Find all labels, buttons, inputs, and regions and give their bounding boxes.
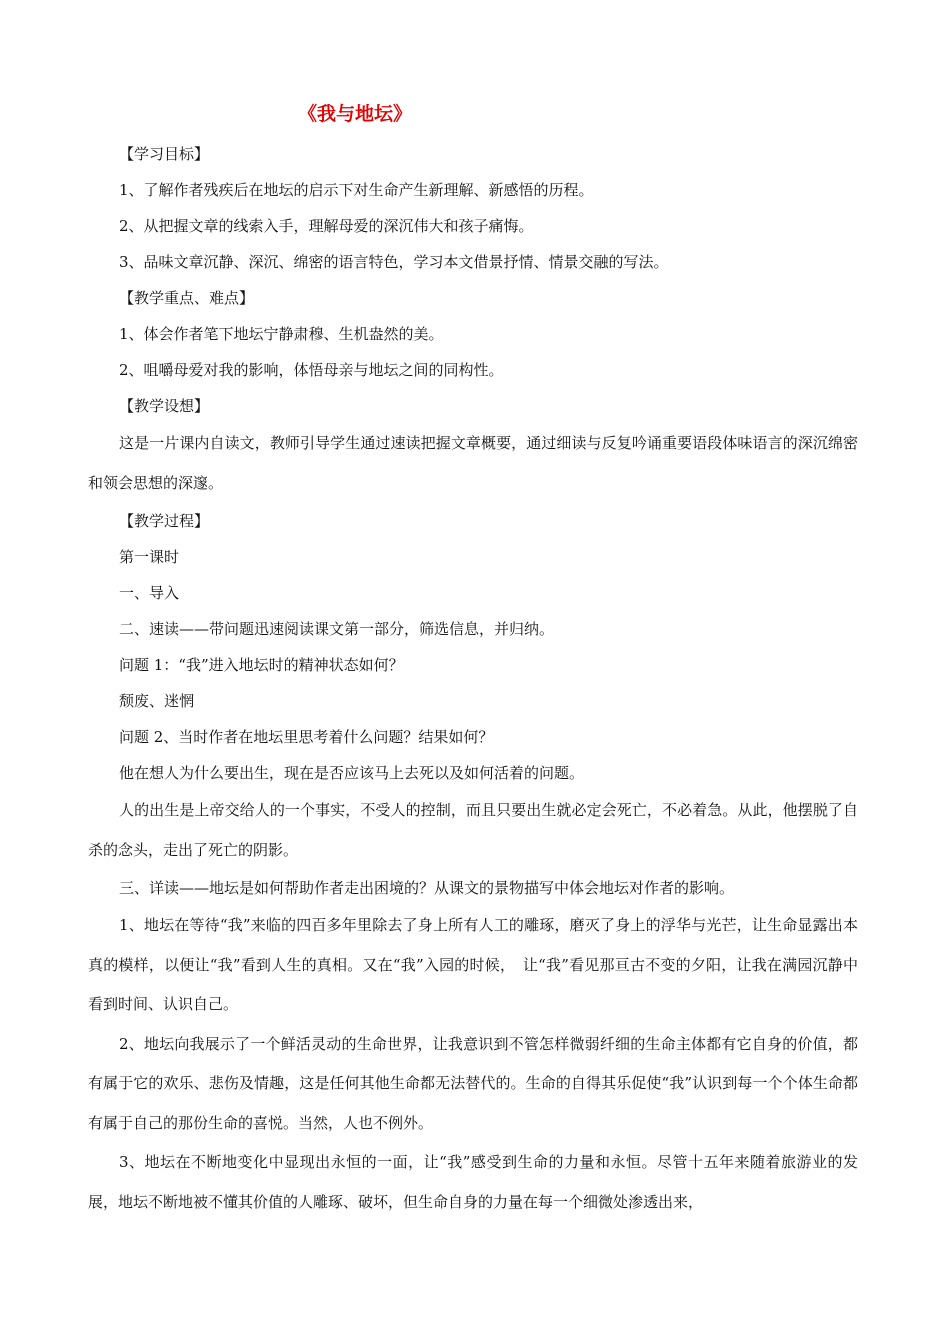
- document-body: [88, 92, 874, 1222]
- document-title: 《我与地坛》: [298, 103, 413, 125]
- objective-item: 3、品味文章沉静、深沉、绵密的语言特色，学习本文借景抒情、情景交融的写法。: [119, 253, 669, 271]
- process-line: 第一课时: [119, 548, 180, 566]
- objective-item: 1、了解作者残疾后在地坛的启示下对生命产生新理解、新感悟的历程。: [119, 181, 594, 199]
- detail-reading-line: 三、详读——地坛是如何帮助作者走出困境的？从课文的景物描写中体会地坛对作者的影响。: [119, 879, 735, 897]
- point-1-paragraph: 1、地坛在等待“我”来临的四百多年里除去了身上所有人工的雕琢，磨灭了身上的浮华与光芒，让生命显露出本真的模样，以便让“我”看到人生的真相。又在“我”入园的时候， 让“我”看见那亘古不变的夕阳，让我在满园沉静中 看到时间、认识自己。: [88, 916, 874, 1013]
- process-line: 二、速读——带问题迅速阅读课文第一部分，筛选信息，并归纳。: [119, 620, 555, 638]
- process-line: 他在想人为什么要出生，现在是否应该马上去死以及如何活着的问题。: [119, 764, 585, 782]
- objective-item: 2、从把握文章的线索入手，理解母爱的深沉伟大和孩子痛悔。: [119, 217, 534, 235]
- process-line: 一、导入: [119, 584, 180, 602]
- process-line: 颓废、迷惘: [119, 692, 195, 710]
- key-point-item: 1、体会作者笔下地坛宁静肃穆、生机盎然的美。: [119, 325, 444, 343]
- process-line: 问题 1：“我”进入地坛时的精神状态如何？: [119, 656, 404, 674]
- objectives-heading: 【学习目标】: [119, 145, 210, 163]
- birth-paragraph: 人的出生是上帝交给人的一个事实，不受人的控制，而且只要出生就必定会死亡，不必着急。从此，他摆脱了自杀的念头，走出了死亡的阴影。: [88, 801, 858, 859]
- point-3-paragraph: 3、地坛在不断地变化中显现出永恒的一面，让“我”感受到生命的力量和永恒。尽管十五年来随着旅游业的发展，地坛不断地被不懂其价值的人雕琢、破坏，但生命自身的力量在每一个细微处渗透出来，: [88, 1153, 858, 1211]
- process-line: 问题 2、当时作者在地坛里思考着什么问题？结果如何？: [119, 728, 494, 746]
- design-paragraph: 这是一片课内自读文，教师引导学生通过速读把握文章概要，通过细读与反复吟诵重要语段体味语言的深沉绵密和领会思想的深邃。: [88, 434, 858, 492]
- design-heading: 【教学设想】: [119, 397, 210, 415]
- key-points-heading: 【教学重点、难点】: [119, 289, 255, 307]
- point-2-paragraph: 2、地坛向我展示了一个鲜活灵动的生命世界，让我意识到不管怎样微弱纤细的生命主体都有它自身的价值，都有属于它的欢乐、悲伤及情趣，这是任何其他生命都无法替代的。生命的自得其乐促使“我”认识到每一个个体生命都有属于自己的那份生命的喜悦。当然，人也不例外。: [88, 1034, 858, 1132]
- key-point-item: 2、咀嚼母爱对我的影响，体悟母亲与地坛之间的同构性。: [119, 361, 504, 379]
- process-heading: 【教学过程】: [119, 512, 210, 530]
